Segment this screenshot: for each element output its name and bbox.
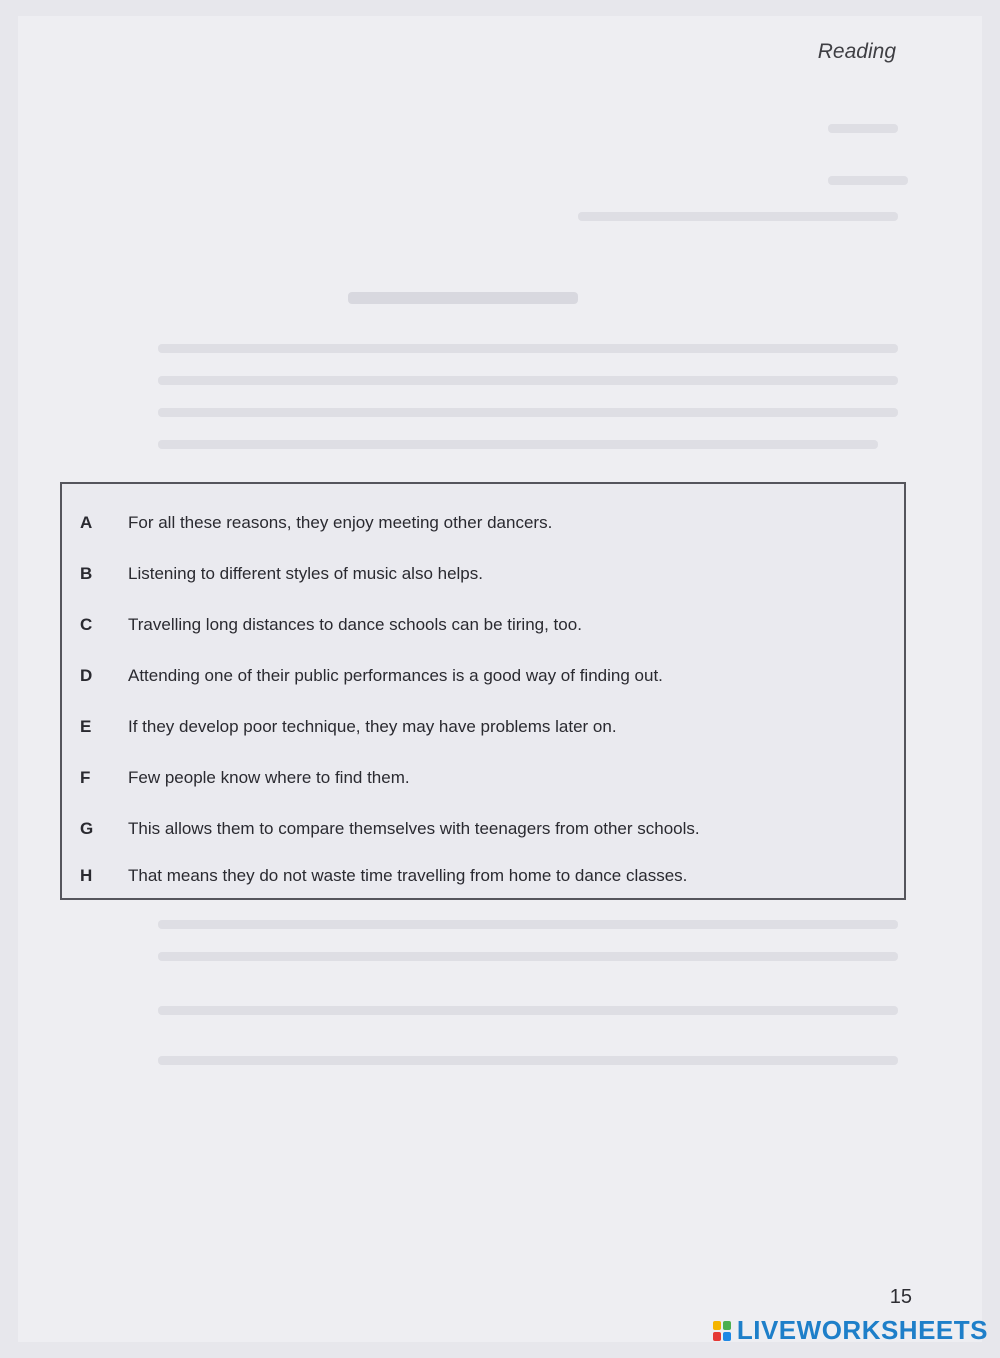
option-text: That means they do not waste time travelling from home to dance classes.: [128, 866, 688, 885]
option-row: [80, 610, 886, 640]
option-text: This allows them to compare themselves with teenagers from other schools.: [128, 819, 700, 838]
option-letter: A: [80, 513, 93, 532]
option-row: [80, 763, 886, 793]
liveworksheets-brand[interactable]: [713, 1315, 988, 1346]
option-row: [80, 559, 886, 589]
section-title: Reading: [817, 40, 896, 63]
option-text: If they develop poor technique, they may have problems later on.: [128, 717, 617, 736]
option-text: Listening to different styles of music also helps.: [128, 564, 483, 583]
option-row: [80, 661, 886, 691]
option-letter: B: [80, 564, 93, 583]
brand-text: LIVEWORKSHEETS: [736, 1315, 988, 1345]
option-text: Travelling long distances to dance schools can be tiring, too.: [128, 615, 582, 634]
option-row: [80, 712, 886, 742]
option-letter: G: [80, 819, 94, 838]
sentence-options-box: [60, 482, 906, 900]
option-letter: H: [80, 866, 93, 885]
option-letter: C: [80, 615, 93, 634]
option-text: Few people know where to find them.: [128, 768, 410, 787]
option-row: [80, 814, 886, 844]
option-text: Attending one of their public performances is a good way of finding out.: [128, 666, 663, 685]
option-letter: D: [80, 666, 93, 685]
liveworksheets-logo-icon: [713, 1321, 731, 1341]
option-row: [80, 508, 886, 538]
option-letter: E: [80, 717, 92, 736]
option-row: [80, 861, 886, 891]
option-text: For all these reasons, they enjoy meeting other dancers.: [128, 513, 553, 532]
worksheet-page: [18, 16, 982, 1342]
page-number: 15: [889, 1286, 912, 1308]
option-letter: F: [80, 768, 91, 787]
